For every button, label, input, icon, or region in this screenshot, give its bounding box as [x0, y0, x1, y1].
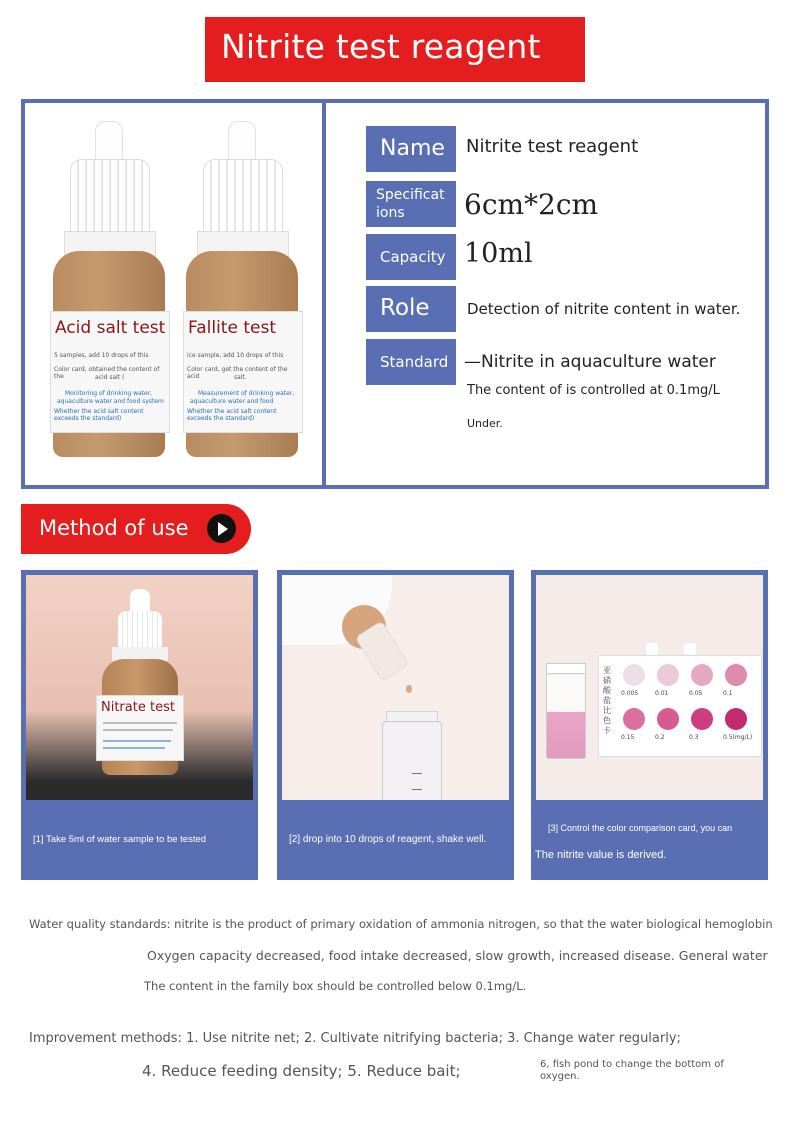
spec-key-name: Name [366, 126, 456, 172]
product-photo [25, 103, 322, 485]
water-quality-note-2: Oxygen capacity decreased, food intake decreased, slow growth, increased disease. General water [147, 948, 768, 963]
improvement-note-3b: oxygen. [540, 1071, 580, 1082]
bottle-label: Fallite test ice sample, add 10 drops of this Color card, get the content of the acid salt. Measurement of drinking water, aquaculture water and food Whether the acid salt content exceeds the standard) [183, 311, 303, 433]
spec-value-name: Nitrite test reagent [466, 136, 639, 157]
color-swatch [691, 708, 713, 730]
color-swatch [725, 708, 747, 730]
spec-key-specifications: Specificat ions [366, 181, 456, 227]
water-quality-note-3: The content in the family box should be controlled below 0.1mg/L. [144, 979, 527, 993]
step-card-2 [277, 570, 514, 880]
step-3-caption: [3] Control the color comparison card, you can [548, 823, 733, 833]
improvement-note-3a: 6, fish pond to change the bottom of [540, 1059, 724, 1070]
spec-value-capacity: 10ml [464, 238, 533, 269]
divider [322, 103, 326, 485]
improvement-note-2: 4. Reduce feeding density; 5. Reduce bait; [142, 1062, 461, 1080]
color-swatch-value: 0.01 [655, 690, 669, 697]
color-swatch [657, 708, 679, 730]
spec-value-standard: —Nitrite in aquaculture water [464, 352, 716, 372]
spec-value-role: Detection of nitrite content in water. [467, 300, 741, 318]
step-card-3 [531, 570, 768, 880]
step-3-caption-2: The nitrite value is derived. [535, 849, 667, 861]
water-quality-note-1: Water quality standards: nitrite is the product of primary oxidation of ammonia nitrogen, so that the water biological hemoglobin [29, 917, 773, 931]
color-card-title: 亚硝酸盐比色卡 [603, 666, 611, 735]
method-of-use-header [21, 504, 251, 554]
color-swatch-value: 0.005 [621, 690, 639, 697]
play-icon [207, 514, 236, 543]
method-label: Method of use [39, 516, 189, 540]
improvement-note-1: Improvement methods: 1. Use nitrite net; 2. Cultivate nitrifying bacteria; 3. Change water regularly; [29, 1031, 681, 1046]
title-banner [205, 17, 585, 82]
step-2-caption: [2] drop into 10 drops of reagent, shake well. [289, 834, 487, 845]
bottle-label-title: Acid salt test [55, 318, 166, 338]
spec-key-capacity: Capacity [366, 234, 456, 280]
color-swatch [725, 664, 747, 686]
color-swatch [691, 664, 713, 686]
step-1-bottle-label: Nitrate test [101, 700, 175, 715]
page-title: Nitrite test reagent [221, 27, 541, 66]
color-swatch-value: 0.05 [689, 690, 703, 697]
bottle-label-title: Fallite test [188, 318, 276, 338]
spec-key-standard: Standard [366, 339, 456, 385]
reagent-bottle-fallite [183, 121, 298, 461]
spec-value-standard-under: Under. [467, 417, 503, 430]
step-card-1 [21, 570, 258, 880]
color-swatch [657, 664, 679, 686]
step-1-caption: [1] Take 5ml of water sample to be tested [33, 834, 207, 845]
spec-value-specifications: 6cm*2cm [464, 188, 599, 221]
color-swatch-value: 0.1 [723, 690, 733, 697]
step-3-photo [536, 575, 763, 800]
bottle-label: Acid salt test 5 samples, add 10 drops of this Color card, obtained the content of the acid salt ( Monitoring of drinking water, aquaculture water and food system Whether the acid salt content exceeds the standard) [50, 311, 170, 433]
color-swatch [623, 708, 645, 730]
color-swatch-value: 0.2 [655, 734, 665, 741]
spec-value-standard-detail: The content of is controlled at 0.1mg/L [467, 383, 720, 398]
reagent-bottle-acid [50, 121, 165, 461]
color-swatch [623, 664, 645, 686]
color-swatch-value: 0.5(mg/L) [723, 734, 753, 741]
color-swatch-value: 0.3 [689, 734, 699, 741]
color-swatch-value: 0.15 [621, 734, 635, 741]
step-2-photo [282, 575, 509, 800]
spec-key-role: Role [366, 286, 456, 332]
step-1-photo [26, 575, 253, 800]
color-comparison-card [598, 655, 762, 757]
